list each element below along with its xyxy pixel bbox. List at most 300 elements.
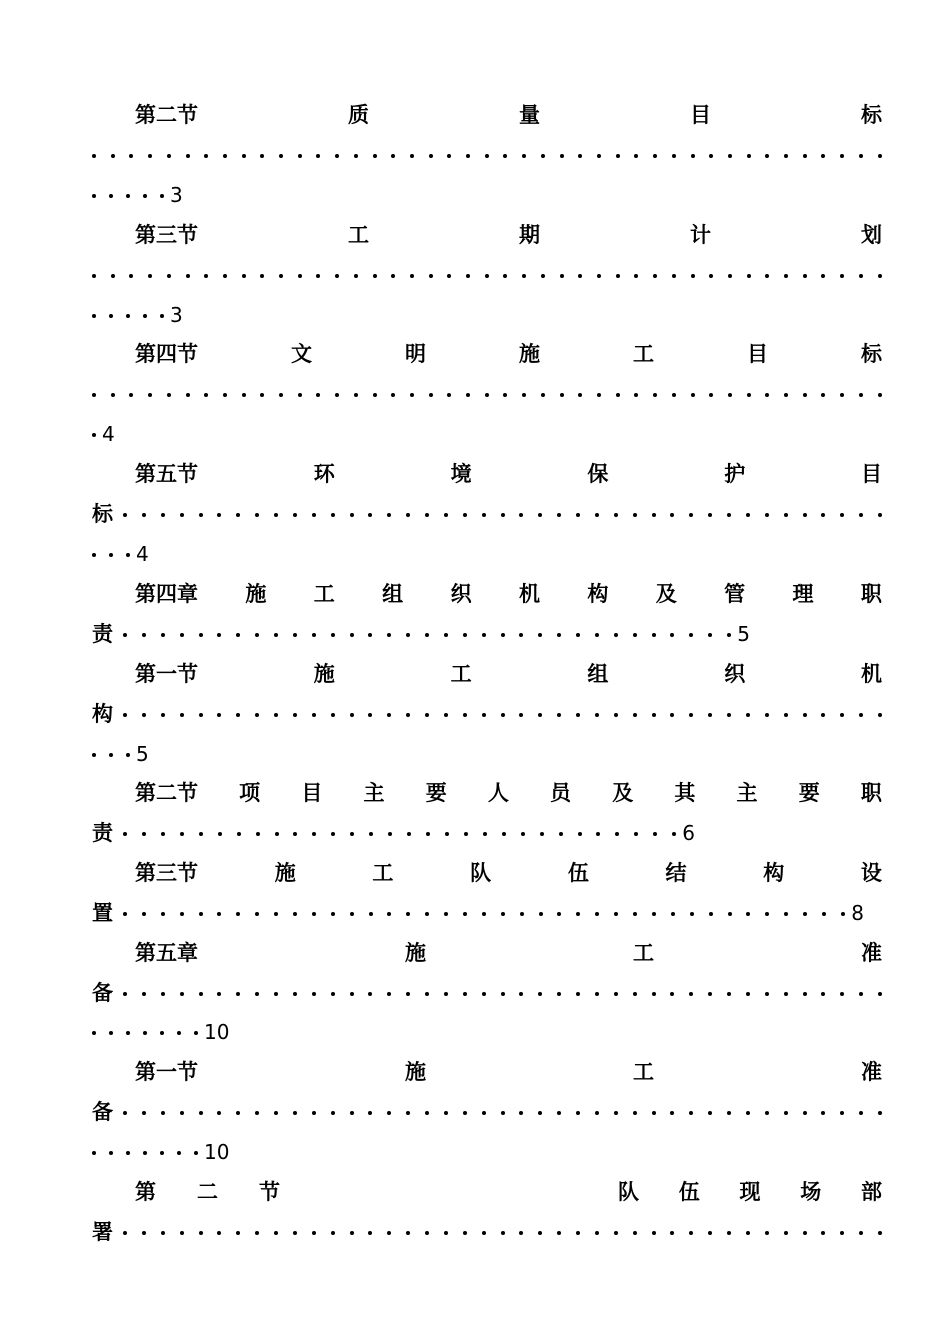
leader-dot (236, 713, 240, 717)
leader-dot (691, 393, 695, 397)
toc-char: 织 (450, 582, 472, 606)
leader-dot (180, 633, 184, 637)
leader-dot (482, 633, 486, 637)
leader-dot (557, 1231, 561, 1235)
dot-leader-tail (92, 1029, 198, 1035)
leader-dot (616, 154, 620, 158)
leader-dot (123, 1111, 127, 1115)
toc-char: 准 (861, 1060, 882, 1084)
leader-dot (727, 633, 731, 637)
leader-dot (690, 912, 694, 916)
leader-dot (689, 1111, 693, 1115)
leader-dot (519, 1231, 523, 1235)
leader-dot (204, 274, 208, 278)
toc-char: 理 (792, 582, 814, 606)
leader-dot (821, 713, 825, 717)
leader-dot (274, 513, 278, 517)
toc-wrap-label: 署 (92, 1220, 113, 1244)
leader-dot (167, 393, 171, 397)
toc-leader-dots (92, 141, 882, 169)
leader-dot (616, 274, 620, 278)
leader-dot (242, 274, 246, 278)
leader-dot (878, 713, 882, 717)
leader-dot (126, 314, 130, 318)
toc-entry-heading (135, 340, 882, 368)
toc-char: 施 (245, 582, 267, 606)
leader-dot (279, 274, 283, 278)
leader-dot (595, 1231, 599, 1235)
toc-char: 工 (313, 582, 335, 606)
leader-dot (180, 1111, 184, 1115)
toc-char: 文 (291, 342, 312, 366)
leader-dot (784, 274, 788, 278)
toc-char: 及 (655, 582, 677, 606)
leader-dot (615, 832, 619, 836)
toc-char: 职 (860, 781, 882, 805)
leader-dot (466, 393, 470, 397)
leader-dot (803, 1111, 807, 1115)
dot-leader (123, 830, 676, 836)
toc-char: 施 (405, 941, 426, 965)
leader-dot (123, 912, 127, 916)
leader-dot (123, 832, 127, 836)
leader-dot (727, 513, 731, 517)
leader-dot (126, 553, 130, 557)
toc-section-label: 第二节 (135, 103, 198, 127)
leader-dot (878, 393, 882, 397)
leader-dot (840, 274, 844, 278)
dot-leader-tail (92, 751, 130, 757)
leader-dot (293, 633, 297, 637)
leader-dot (217, 1111, 221, 1115)
leader-dot (747, 274, 751, 278)
leader-dot (501, 513, 505, 517)
toc-char: 施 (274, 861, 296, 885)
toc-char: 机 (860, 662, 882, 686)
toc-char: 组 (382, 582, 404, 606)
leader-dot (463, 1111, 467, 1115)
leader-dot (425, 1231, 429, 1235)
toc-char: 要 (798, 781, 820, 805)
toc-char: 场 (800, 1180, 822, 1204)
leader-dot (354, 274, 358, 278)
leader-dot (350, 912, 354, 916)
leader-dot (312, 1231, 316, 1235)
leader-dot (255, 1231, 259, 1235)
toc-char: 期 (519, 223, 540, 247)
leader-dot (275, 832, 279, 836)
leader-dot (670, 992, 674, 996)
toc-entry-heading (135, 1178, 882, 1206)
leader-dot (485, 393, 489, 397)
leader-dot (633, 1111, 637, 1115)
leader-dot (859, 1111, 863, 1115)
leader-dot (444, 1111, 448, 1115)
leader-dot (429, 274, 433, 278)
leader-dot (522, 154, 526, 158)
leader-dot (274, 633, 278, 637)
leader-dot (614, 912, 618, 916)
leader-dot (652, 1111, 656, 1115)
leader-dot (709, 274, 713, 278)
leader-dot (180, 1231, 184, 1235)
leader-dot (160, 1151, 164, 1155)
leader-dot (180, 513, 184, 517)
leader-dot (821, 992, 825, 996)
leader-dot (199, 713, 203, 717)
leader-dot (727, 992, 731, 996)
leader-dot (747, 154, 751, 158)
leader-dot (614, 992, 618, 996)
toc-chapter-label: 第四章 (135, 582, 198, 606)
leader-dot (614, 633, 618, 637)
leader-dot (747, 393, 751, 397)
leader-dot (859, 513, 863, 517)
leader-dot (236, 633, 240, 637)
leader-dot (369, 912, 373, 916)
leader-dot (878, 274, 882, 278)
leader-dot (410, 393, 414, 397)
leader-dot (406, 992, 410, 996)
leader-dot (689, 992, 693, 996)
leader-dot (331, 513, 335, 517)
leader-dot (538, 992, 542, 996)
leader-dot (92, 393, 96, 397)
leader-dot (109, 194, 113, 198)
leader-dot (447, 274, 451, 278)
leader-dot (279, 393, 283, 397)
toc-char: 工 (633, 1060, 654, 1084)
dot-leader (92, 152, 882, 158)
dot-leader-tail (92, 431, 96, 437)
leader-dot (274, 992, 278, 996)
leader-dot (180, 912, 184, 916)
leader-dot (368, 1111, 372, 1115)
leader-dot (578, 832, 582, 836)
leader-dot (331, 832, 335, 836)
leader-dot (503, 154, 507, 158)
leader-dot (217, 912, 221, 916)
leader-dot (312, 912, 316, 916)
leader-dot (199, 1231, 203, 1235)
leader-dot (557, 912, 561, 916)
leader-dot (160, 314, 164, 318)
leader-dot (595, 912, 599, 916)
toc-char: 准 (861, 941, 882, 965)
leader-dot (596, 832, 600, 836)
leader-dot (633, 513, 637, 517)
leader-dot (653, 154, 657, 158)
leader-dot (126, 753, 130, 757)
leader-dot (111, 393, 115, 397)
leader-dot (522, 393, 526, 397)
toc-char: 标 (861, 342, 882, 366)
leader-dot (652, 713, 656, 717)
leader-dot (373, 274, 377, 278)
leader-dot (406, 912, 410, 916)
leader-dot (784, 154, 788, 158)
leader-dot (653, 832, 657, 836)
toc-char: 明 (405, 342, 426, 366)
leader-dot (425, 992, 429, 996)
leader-dot (242, 393, 246, 397)
leader-dot (177, 1031, 181, 1035)
leader-dot (350, 633, 354, 637)
leader-dot (691, 274, 695, 278)
leader-dot (672, 154, 676, 158)
leader-dot (483, 832, 487, 836)
leader-dot (256, 832, 260, 836)
leader-dot (634, 393, 638, 397)
leader-dot (199, 832, 203, 836)
leader-dot (727, 1231, 731, 1235)
leader-dot (293, 912, 297, 916)
leader-dot (501, 912, 505, 916)
leader-dot (180, 713, 184, 717)
dot-leader (123, 1229, 882, 1235)
leader-dot (463, 992, 467, 996)
leader-dot (519, 1111, 523, 1115)
leader-dot (482, 992, 486, 996)
leader-dot (388, 832, 392, 836)
toc-char: 伍 (678, 1180, 700, 1204)
toc-entry-heading (135, 580, 882, 608)
leader-dot (373, 154, 377, 158)
leader-dot (652, 1231, 656, 1235)
leader-dot (576, 912, 580, 916)
leader-dot (331, 912, 335, 916)
leader-dot (519, 633, 523, 637)
leader-dot (167, 154, 171, 158)
leader-dot (293, 1231, 297, 1235)
leader-dot (519, 992, 523, 996)
leader-dot (316, 154, 320, 158)
leader-dot (444, 713, 448, 717)
dot-leader (123, 910, 845, 916)
leader-dot (425, 713, 429, 717)
leader-dot (218, 832, 222, 836)
leader-dot (142, 912, 146, 916)
toc-leader-dots (92, 899, 864, 927)
leader-dot (148, 393, 152, 397)
leader-dot (765, 154, 769, 158)
toc-page-number: 4 (136, 542, 149, 566)
leader-dot (840, 1231, 844, 1235)
dot-leader (123, 511, 882, 517)
leader-dot (161, 832, 165, 836)
leader-dot (298, 154, 302, 158)
leader-dot (840, 393, 844, 397)
leader-dot (260, 393, 264, 397)
toc-char: 组 (587, 662, 609, 686)
toc-char: 护 (724, 462, 746, 486)
toc-char: 现 (739, 1180, 761, 1204)
dot-leader-tail (92, 312, 164, 318)
toc-char: 质 (348, 103, 369, 127)
leader-dot (728, 274, 732, 278)
leader-dot (142, 713, 146, 717)
leader-dot (482, 513, 486, 517)
leader-dot (541, 393, 545, 397)
leader-dot (595, 713, 599, 717)
toc-char: 人 (487, 781, 509, 805)
leader-dot (274, 713, 278, 717)
leader-dot (387, 1231, 391, 1235)
leader-dot (444, 992, 448, 996)
leader-dot (784, 1111, 788, 1115)
leader-dot (633, 713, 637, 717)
toc-page-number: 6 (682, 821, 695, 845)
leader-dot (595, 1111, 599, 1115)
toc-char: 目 (747, 342, 768, 366)
leader-dot (274, 1111, 278, 1115)
leader-dot (878, 513, 882, 517)
toc-wrap-label: 备 (92, 1100, 113, 1124)
leader-dot (859, 992, 863, 996)
leader-dot (161, 633, 165, 637)
leader-dot (463, 513, 467, 517)
leader-dot (142, 1111, 146, 1115)
leader-dot (92, 753, 96, 757)
toc-char: 二 (197, 1180, 218, 1204)
toc-leader-tail (92, 181, 882, 209)
leader-dot (186, 274, 190, 278)
leader-dot (236, 912, 240, 916)
leader-dot (653, 274, 657, 278)
toc-char: 织 (724, 662, 746, 686)
leader-dot (576, 713, 580, 717)
leader-dot (368, 713, 372, 717)
leader-dot (126, 194, 130, 198)
toc-char: 第 (135, 1180, 156, 1204)
leader-dot (92, 553, 96, 557)
leader-dot (217, 513, 221, 517)
toc-entry-heading (135, 859, 882, 887)
toc-char: 工 (348, 223, 369, 247)
leader-dot (597, 154, 601, 158)
leader-dot (859, 154, 863, 158)
leader-dot (878, 1231, 882, 1235)
leader-dot (199, 1111, 203, 1115)
leader-dot (709, 154, 713, 158)
toc-char: 工 (372, 861, 394, 885)
toc-section-label: 第一节 (135, 1060, 198, 1084)
leader-dot (727, 1111, 731, 1115)
leader-dot (578, 393, 582, 397)
toc-char: 构 (587, 582, 609, 606)
leader-dot (274, 1231, 278, 1235)
leader-dot (123, 633, 127, 637)
leader-dot (194, 1031, 198, 1035)
toc-page-number: 10 (204, 1020, 230, 1044)
leader-dot (803, 274, 807, 278)
leader-dot (129, 393, 133, 397)
leader-dot (840, 513, 844, 517)
leader-dot (502, 832, 506, 836)
leader-dot (538, 633, 542, 637)
leader-dot (350, 713, 354, 717)
leader-dot (92, 1031, 96, 1035)
leader-dot (784, 513, 788, 517)
toc-page-number: 3 (170, 183, 183, 207)
leader-dot (92, 1151, 96, 1155)
leader-dot (410, 274, 414, 278)
leader-dot (708, 513, 712, 517)
leader-dot (123, 1231, 127, 1235)
leader-dot (784, 912, 788, 916)
leader-dot (298, 393, 302, 397)
dot-leader (123, 1109, 882, 1115)
leader-dot (426, 832, 430, 836)
dot-leader (92, 272, 882, 278)
leader-dot (671, 912, 675, 916)
toc-char: 目 (301, 781, 323, 805)
leader-dot (129, 274, 133, 278)
toc-wrap-label: 责 (92, 821, 113, 845)
leader-dot (765, 1231, 769, 1235)
leader-dot (161, 912, 165, 916)
dot-leader (123, 711, 882, 717)
leader-dot (298, 274, 302, 278)
leader-dot (350, 1231, 354, 1235)
leader-dot (485, 274, 489, 278)
leader-dot (803, 912, 807, 916)
leader-dot (260, 154, 264, 158)
leader-dot (236, 1111, 240, 1115)
toc-wrap-label: 责 (92, 622, 113, 646)
leader-dot (765, 992, 769, 996)
leader-dot (255, 1111, 259, 1115)
leader-dot (538, 1231, 542, 1235)
leader-dot (463, 912, 467, 916)
leader-dot (142, 633, 146, 637)
leader-dot (123, 513, 127, 517)
leader-dot (765, 513, 769, 517)
leader-dot (578, 274, 582, 278)
toc-section-label: 第二节 (135, 781, 198, 805)
leader-dot (350, 992, 354, 996)
leader-dot (709, 393, 713, 397)
leader-dot (148, 274, 152, 278)
leader-dot (447, 154, 451, 158)
leader-dot (672, 832, 676, 836)
toc-leader-tail (92, 540, 882, 568)
leader-dot (143, 194, 147, 198)
leader-dot (689, 713, 693, 717)
leader-dot (255, 513, 259, 517)
leader-dot (331, 633, 335, 637)
leader-dot (803, 713, 807, 717)
leader-dot (429, 393, 433, 397)
leader-dot (331, 1231, 335, 1235)
leader-dot (335, 393, 339, 397)
leader-dot (279, 154, 283, 158)
leader-dot (670, 1231, 674, 1235)
leader-dot (368, 633, 372, 637)
leader-dot (709, 912, 713, 916)
leader-dot (236, 513, 240, 517)
leader-dot (123, 713, 127, 717)
leader-dot (540, 832, 544, 836)
toc-char: 划 (861, 223, 882, 247)
leader-dot (746, 513, 750, 517)
leader-dot (821, 154, 825, 158)
toc-char: 工 (450, 662, 472, 686)
leader-dot (194, 1151, 198, 1155)
leader-dot (878, 154, 882, 158)
leader-dot (368, 1231, 372, 1235)
leader-dot (653, 393, 657, 397)
